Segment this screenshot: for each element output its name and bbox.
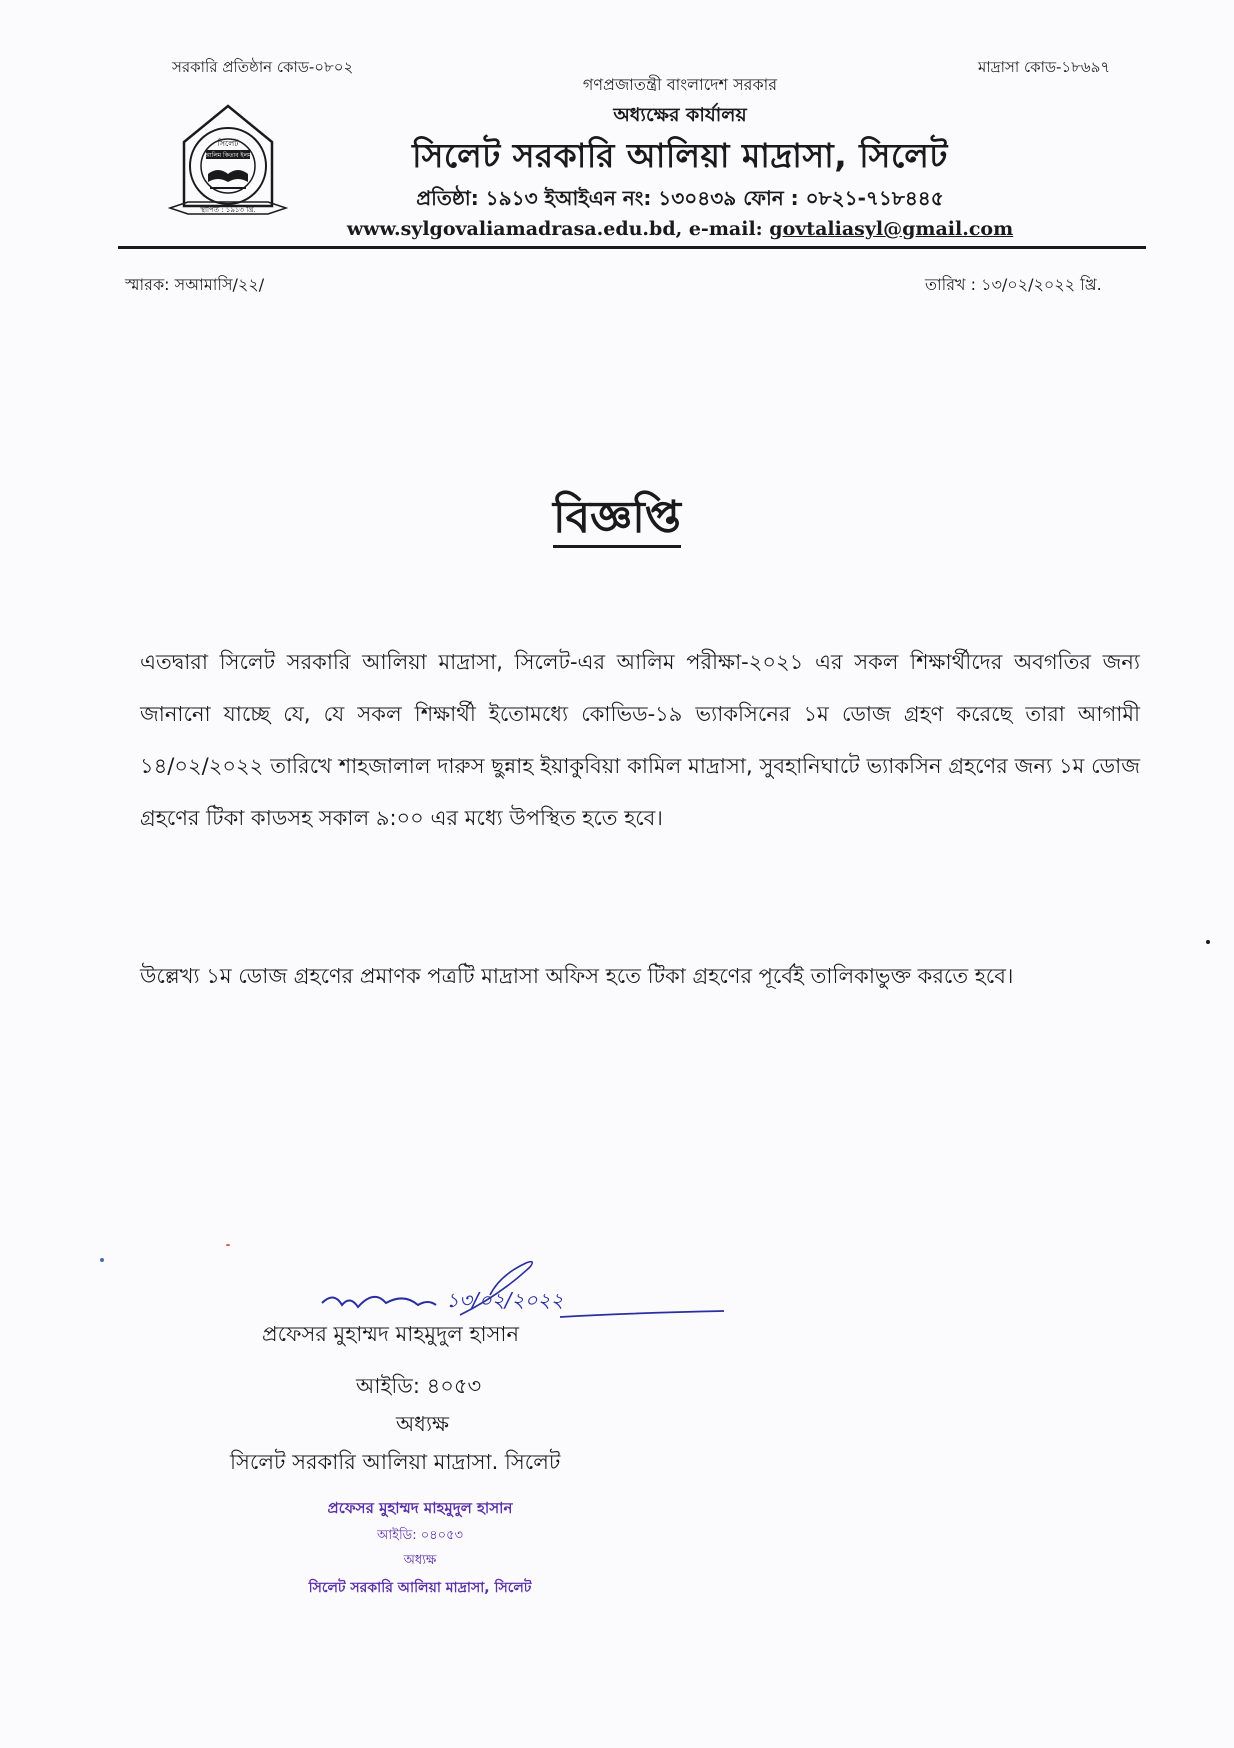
logo-inner-text: সিলেট	[217, 139, 239, 148]
institution-code: সরকারি প্রতিষ্ঠান কোড-০৮০২	[172, 58, 354, 76]
institution-name: সিলেট সরকারি আলিয়া মাদ্রাসা, সিলেট	[412, 136, 948, 175]
memo-number: স্মারক: সআমাসি/২২/	[125, 275, 265, 294]
notice-date: তারিখ : ১৩/০২/২০২২ খ্রি.	[925, 275, 1102, 294]
stamp-designation: অধ্যক্ষ	[403, 1553, 437, 1568]
stamp-name: প্রফেসর মুহাম্মদ মাহমুদুল হাসান	[327, 1499, 513, 1517]
madrasa-code: মাদ্রাসা কোড-১৮৬৯৭	[978, 58, 1111, 76]
notice-title	[0, 484, 1234, 557]
scan-speck	[1206, 940, 1210, 944]
signatory-name: প্রফেসর মুহাম্মদ মাহমুদুল হাসান	[262, 1322, 520, 1346]
official-stamp	[290, 1497, 550, 1600]
header-divider	[118, 246, 1146, 249]
contact-line	[300, 218, 1060, 240]
madrasa-logo-icon	[168, 102, 288, 232]
logo-founded-text: স্থাপিত : ১৯১৩ খ্রি.	[200, 206, 256, 214]
signature-date: ১৩/০২/২০২২	[446, 1288, 564, 1312]
stamp-institution: সিলেট সরকারি আলিয়া মাদ্রাসা, সিলেট	[308, 1580, 532, 1596]
office-name: অধ্যক্ষের কার্যালয়	[613, 104, 747, 126]
established-line: প্রতিষ্ঠা: ১৯১৩ ইআইএন নং: ১৩০৪৩৯ ফোন : ০৮২১-৭১৮৪৪৫	[416, 186, 944, 210]
website-text: www.sylgovaliamadrasa.edu.bd, e-mail:	[346, 218, 770, 240]
scan-speck	[100, 1258, 104, 1262]
signatory-id: আইডি: ৪০৫৩	[356, 1374, 482, 1398]
stamp-id: আইডি: ০৪০৫৩	[377, 1528, 463, 1543]
scan-speck	[226, 1244, 230, 1246]
notice-title-text: বিজ্ঞপ্তি	[553, 492, 681, 548]
notice-paragraph-1: এতদ্বারা সিলেট সরকারি আলিয়া মাদ্রাসা, সিলেট-এর আলিম পরীক্ষা-২০২১ এর সকল শিক্ষার্থীদের অবগতির জন্য জানানো যাচ্ছে যে, যে সকল শিক্ষার্থী ইতোমধ্যে কোভিড-১৯ ভ্যাকসিনের ১ম ডোজ গ্রহণ করেছে তারা আগামী ১৪/০২/২০২২ তারিখে শাহজালাল দারুস ছুন্নাহ ইয়াকুবিয়া কামিল মাদ্রাসা, সুবহানিঘাটে ভ্যাকসিন গ্রহণের জন্য ১ম ডোজ গ্রহণের টিকা কাডসহ সকাল ৯:০০ এর মধ্যে উপস্থিত হতে হবে।	[140, 650, 1140, 830]
notice-paragraph-2: উল্লেখ্য ১ম ডোজ গ্রহণের প্রমাণক পত্রটি মাদ্রাসা অফিস হতে টিকা গ্রহণের পূর্বেই তালিকাভুক্ত করতে হবে।	[140, 964, 1014, 988]
signatory-institution: সিলেট সরকারি আলিয়া মাদ্রাসা. সিলেট	[230, 1450, 561, 1474]
email-link[interactable]: govtaliasyl@gmail.com	[769, 218, 1014, 240]
logo-band-text: আলিম কিতাব ইলম	[204, 152, 252, 159]
signatory-designation: অধ্যক্ষ	[396, 1412, 450, 1436]
government-name: গণপ্রজাতন্ত্রী বাংলাদেশ সরকার	[582, 75, 778, 94]
